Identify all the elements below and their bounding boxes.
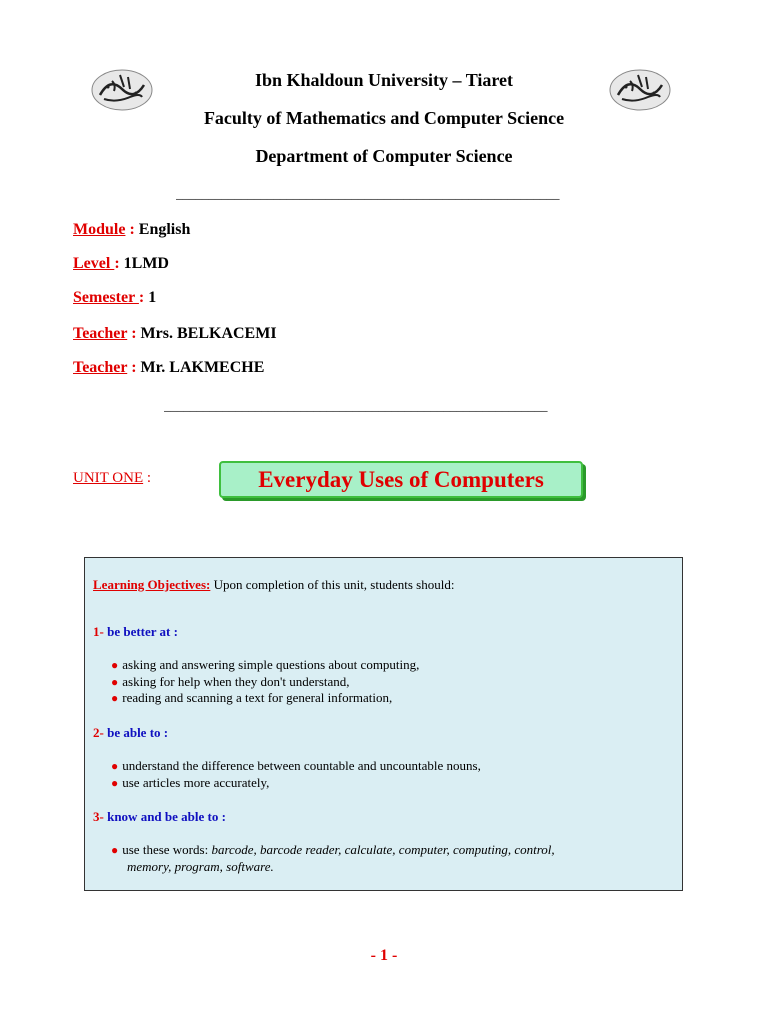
field-value: 1 [148,289,157,306]
list-item [111,775,269,791]
list-item-text: use these words: [122,842,212,857]
teacher-field-2 [73,359,264,377]
bullet-icon: ● [111,776,119,790]
field-value: 1LMD [123,255,169,272]
section-label: know and be able to : [103,809,226,824]
field-value: English [138,221,191,238]
field-sep: : [114,255,124,272]
level-field [73,255,169,273]
list-item [111,690,392,706]
section-number: 1- [93,624,104,639]
bullet-icon: ● [111,675,119,689]
unit-label [73,470,151,487]
bullet-icon: ● [111,658,119,672]
divider-top: ___________________________________________________________ [176,186,560,201]
field-sep: : [127,359,141,376]
field-value: Mrs. BELKACEMI [140,325,277,342]
field-sep: : [125,221,139,238]
objectives-heading [93,577,454,593]
list-item [111,758,481,774]
section-number: 3- [93,809,104,824]
bullet-icon: ● [111,843,119,857]
learning-objectives-box [84,557,683,891]
section-number: 2- [93,725,104,740]
list-item [111,674,350,690]
page-number: - 1 - [370,947,398,964]
faculty-title: Faculty of Mathematics and Computer Science [203,108,565,128]
unit-label-sep: : [143,470,152,486]
section-label: be able to : [103,725,169,740]
list-item-text: use articles more accurately, [122,775,270,790]
semester-field [73,289,156,307]
unit-title-box: Everyday Uses of Computers [219,461,583,498]
list-item [111,657,419,673]
list-item [111,842,555,858]
field-sep: : [138,289,149,306]
field-value: Mr. LAKMECHE [140,359,265,376]
objectives-heading-label: Learning Objectives: [93,577,211,592]
field-key: Semester [73,289,139,306]
unit-label-text: UNIT ONE [73,470,144,486]
bullet-icon: ● [111,759,119,773]
section-label: be better at : [103,624,178,639]
list-item-text: asking for help when they don't understand, [122,674,350,689]
section-1-title [93,624,178,640]
field-key: Teacher [73,359,128,376]
vocabulary-line-1: barcode, barcode reader, calculate, computer, computing, control, [211,842,555,857]
department-title: Department of Computer Science [255,146,513,166]
bullet-icon: ● [111,691,119,705]
field-key: Module [73,221,126,238]
field-key: Level [73,255,115,272]
module-field [73,221,190,239]
divider-bottom: ___________________________________________________________ [164,398,548,413]
objectives-intro: Upon completion of this unit, students should: [210,577,455,592]
university-title: Ibn Khaldoun University – Tiaret [254,70,514,90]
list-item-text: understand the difference between countable and uncountable nouns, [122,758,481,773]
list-item-text: reading and scanning a text for general information, [122,690,393,705]
field-key: Teacher [73,325,128,342]
section-2-title [93,725,168,741]
section-3-title [93,809,226,825]
teacher-field-1 [73,325,277,343]
vocabulary-line-2: memory, program, software. [127,859,274,874]
field-sep: : [127,325,141,342]
list-item-text: asking and answering simple questions about computing, [122,657,420,672]
